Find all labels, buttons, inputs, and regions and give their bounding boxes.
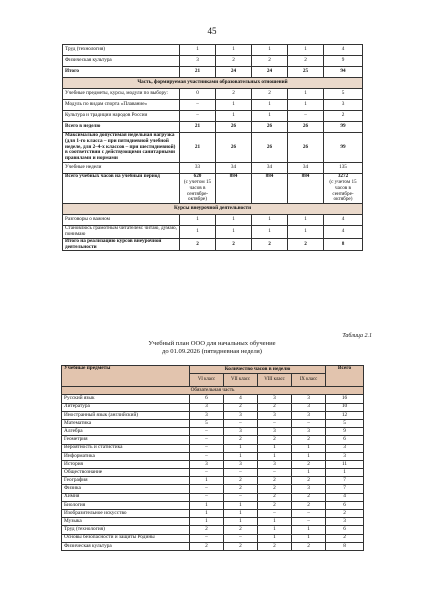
table-row: [63, 215, 363, 226]
cell-value: 2: [252, 56, 288, 67]
table-row: [62, 403, 364, 411]
cell-value: 1: [224, 501, 258, 509]
cell-value: –: [190, 493, 224, 501]
cell-value: 2: [292, 501, 326, 509]
cell-value: 4: [326, 493, 364, 501]
row-label: Обществознание: [62, 469, 190, 477]
cell-value: 3: [258, 428, 292, 436]
cell-value: –: [224, 493, 258, 501]
cell-value: 1: [180, 226, 216, 239]
cell-value: 99: [324, 122, 363, 133]
table-row: [63, 56, 363, 67]
table-row: [63, 226, 363, 239]
cell-value: 3: [326, 518, 364, 526]
row-label: Культура и традиции народов России: [63, 111, 180, 122]
table-row: [62, 419, 364, 427]
table-row: [62, 542, 364, 550]
table-row: [62, 395, 364, 403]
cell-value: 94: [324, 67, 363, 78]
cell-value: 1: [224, 518, 258, 526]
cell-value: 3: [224, 428, 258, 436]
cell-value: 2: [258, 403, 292, 411]
weeks-row: Учебные недели 33 34 34 34 135: [63, 163, 363, 174]
cell-value: 5: [190, 419, 224, 427]
row-label: Литература: [62, 403, 190, 411]
cell-value: 1: [292, 534, 326, 542]
cell-value: 1: [180, 215, 216, 226]
cell-value: 1: [288, 100, 324, 111]
cell-value: 2: [190, 526, 224, 534]
cell-value: 1: [292, 452, 326, 460]
cell-value: 2: [258, 501, 292, 509]
cell-value: 4: [324, 215, 363, 226]
cell-value: 26: [252, 122, 288, 133]
table-row: [63, 67, 363, 78]
cell-value: 2: [190, 542, 224, 550]
cell-value: 2: [224, 526, 258, 534]
cell-value: 5: [326, 419, 364, 427]
cell-value: –: [224, 534, 258, 542]
cell-value: 2: [180, 238, 216, 251]
header-subjects: Учебные предметы: [62, 366, 190, 387]
cell-value: 2: [252, 89, 288, 100]
table-row: [62, 469, 364, 477]
cell-value: 2: [216, 238, 252, 251]
cell-value: 21: [180, 122, 216, 133]
cell-value: 1: [216, 226, 252, 239]
cell-value: 3: [324, 100, 363, 111]
cell-value: 3: [326, 452, 364, 460]
cell-value: 3: [258, 460, 292, 468]
cell-value: 1: [224, 452, 258, 460]
cell-value: 1: [216, 100, 252, 111]
header-hours: Количество часов в неделю: [190, 366, 326, 374]
cell-value: 10: [326, 403, 364, 411]
table-header-row: [62, 366, 364, 374]
row-label: Модуль по видам спорта «Плавание»: [63, 100, 180, 111]
cell-value: 3: [190, 403, 224, 411]
table-row: [62, 460, 364, 468]
cell-value: 1: [258, 444, 292, 452]
row-label: История: [62, 460, 190, 468]
cell-value: 2: [292, 436, 326, 444]
cell-value: 7: [326, 477, 364, 485]
cell-value: 2: [216, 56, 252, 67]
cell-value: 8: [324, 238, 363, 251]
cell-value: 1: [292, 444, 326, 452]
cell-value: 24: [252, 67, 288, 78]
row-label: Основы безопасности и защиты Родины: [62, 534, 190, 542]
row-label: Биология: [62, 501, 190, 509]
cell-value: –: [224, 419, 258, 427]
cell-value: 9: [326, 428, 364, 436]
table-caption: Учебный план ООО для начальных обучение до 01.09.2026 (пятидневная неделя): [148, 340, 276, 355]
row-label: Физика: [62, 485, 190, 493]
header-grade: VI класс: [190, 374, 224, 387]
cell-value: 1: [252, 100, 288, 111]
cell-value: 3: [258, 395, 292, 403]
cell-value: –: [190, 444, 224, 452]
cell-value: 2: [216, 89, 252, 100]
cell-value: 7: [326, 485, 364, 493]
cell-value: 2: [258, 493, 292, 501]
cell-value: –: [292, 510, 326, 518]
table-row: [63, 238, 363, 251]
cell-value: –: [288, 111, 324, 122]
cell-value: –: [190, 485, 224, 493]
cell-value: –: [180, 111, 216, 122]
table-row: [62, 411, 364, 419]
cell-value: –: [190, 428, 224, 436]
cell-value: –: [258, 510, 292, 518]
table-row: [62, 510, 364, 518]
cell-value: 3: [180, 56, 216, 67]
cell-value: 1: [190, 518, 224, 526]
cell-value: 1: [258, 534, 292, 542]
row-label: Русский язык: [62, 395, 190, 403]
cell-value: –: [190, 469, 224, 477]
cell-value: 1: [224, 444, 258, 452]
cell-value: 2: [224, 403, 258, 411]
table-row: [63, 100, 363, 111]
cell-value: 4: [324, 45, 363, 56]
cell-value: –: [190, 452, 224, 460]
cell-value: 1: [252, 215, 288, 226]
cell-value: 2: [258, 436, 292, 444]
cell-value: 5: [324, 89, 363, 100]
cell-value: 6: [326, 436, 364, 444]
cell-value: –: [258, 419, 292, 427]
table-row: [62, 428, 364, 436]
cell-value: 1: [288, 45, 324, 56]
table-row: [63, 122, 363, 133]
row-label: Учебные предметы, курсы, модули по выбору:: [63, 89, 180, 100]
cell-value: 26: [216, 122, 252, 133]
cell-value: 2: [224, 436, 258, 444]
cell-value: 26: [288, 122, 324, 133]
table-row: [62, 444, 364, 452]
row-label: Физическая культура: [62, 542, 190, 550]
header-grade: VII класс: [224, 374, 258, 387]
row-label: Всего в неделю: [63, 122, 180, 133]
cell-value: –: [292, 419, 326, 427]
row-label: Вероятность и статистика: [62, 444, 190, 452]
row-label: Физическая культура: [63, 56, 180, 67]
table-number: Таблица 2.1: [342, 333, 372, 339]
row-label: Музыка: [62, 518, 190, 526]
cell-value: 3: [258, 411, 292, 419]
cell-value: 1: [190, 501, 224, 509]
cell-value: 2: [224, 485, 258, 493]
cell-value: 1: [224, 510, 258, 518]
cell-value: 1: [258, 526, 292, 534]
cell-value: 3: [224, 460, 258, 468]
cell-value: 9: [324, 56, 363, 67]
cell-value: 1: [292, 469, 326, 477]
row-label: Химия: [62, 493, 190, 501]
cell-value: 1: [288, 215, 324, 226]
cell-value: 1: [292, 526, 326, 534]
cell-value: 2: [258, 477, 292, 485]
table-row: [62, 526, 364, 534]
cell-value: 2: [326, 534, 364, 542]
cell-value: 1: [216, 45, 252, 56]
cell-value: 1: [258, 452, 292, 460]
cell-value: 1: [288, 89, 324, 100]
cell-value: 8: [326, 542, 364, 550]
table-row: [62, 501, 364, 509]
cell-value: 1: [180, 45, 216, 56]
cell-value: 2: [288, 238, 324, 251]
page-number: 45: [207, 26, 217, 36]
table-row: [63, 45, 363, 56]
table-row: [62, 485, 364, 493]
cell-value: 2: [292, 542, 326, 550]
cell-value: 1: [326, 469, 364, 477]
cell-value: 1: [190, 510, 224, 518]
cell-value: 6: [326, 526, 364, 534]
cell-value: 1: [258, 518, 292, 526]
table-row: [62, 477, 364, 485]
cell-value: 3: [224, 411, 258, 419]
cell-value: 2: [292, 477, 326, 485]
header-grade: IX класс: [292, 374, 326, 387]
cell-value: 25: [288, 67, 324, 78]
table-row: [62, 493, 364, 501]
cell-value: –: [292, 518, 326, 526]
cell-value: 3: [292, 485, 326, 493]
row-label: Иностранный язык (английский): [62, 411, 190, 419]
header-grade: VIII класс: [258, 374, 292, 387]
cell-value: 2: [252, 238, 288, 251]
row-label: Труд (технология): [62, 526, 190, 534]
cell-value: –: [180, 100, 216, 111]
cell-value: 1: [190, 477, 224, 485]
cell-value: 1: [252, 226, 288, 239]
cell-value: 0: [180, 89, 216, 100]
cell-value: 2: [326, 510, 364, 518]
row-label: География: [62, 477, 190, 485]
cell-value: 2: [292, 460, 326, 468]
cell-value: 2: [224, 477, 258, 485]
cell-value: 24: [216, 67, 252, 78]
table-row: [62, 436, 364, 444]
table-row: [62, 518, 364, 526]
cell-value: 2: [288, 56, 324, 67]
cell-value: 6: [190, 395, 224, 403]
cell-value: 16: [326, 395, 364, 403]
cell-value: 3: [326, 444, 364, 452]
section-row: Часть, формируемая участниками образовательных отношений: [63, 78, 363, 89]
cell-value: 1: [252, 45, 288, 56]
total-hours-row: Всего учебных часов на учебный период 620 (с учетом 15 часов в сентябре-октябре) 884 884 884 3272 (с учетом 15 часов в сентябре-октябре): [63, 174, 363, 204]
table-row: [62, 452, 364, 460]
cell-value: 1: [216, 215, 252, 226]
row-label: Изобразительное искусство: [62, 510, 190, 518]
cell-value: 3: [292, 403, 326, 411]
table-row: [63, 111, 363, 122]
row-label: Информатика: [62, 452, 190, 460]
cell-value: 3: [190, 411, 224, 419]
curriculum-table-ooo: [61, 365, 364, 551]
header-total: Всего: [326, 366, 364, 387]
cell-value: 3: [292, 395, 326, 403]
cell-value: 6: [326, 501, 364, 509]
cell-value: –: [190, 436, 224, 444]
cell-value: 1: [216, 111, 252, 122]
cell-value: 2: [258, 542, 292, 550]
cell-value: 1: [288, 226, 324, 239]
table-row: [63, 89, 363, 100]
cell-value: 2: [324, 111, 363, 122]
cell-value: 4: [324, 226, 363, 239]
row-label: Итого: [63, 67, 180, 78]
max-load-row: Максимально допустимая недельная нагрузка (для 1-го класса – при пятидневной учебной неделе, для 2–4-х классов – при шестидневной) в соответствии с действующими санитарными правилами и нормами 21 26 26 26 99: [63, 133, 363, 163]
section-row: Курсы внеурочной деятельности: [63, 204, 363, 215]
cell-value: 2: [258, 485, 292, 493]
cell-value: 2: [292, 493, 326, 501]
row-label: Итого на реализацию курсов внеурочной деятельности: [63, 238, 180, 251]
row-label: Геометрия: [62, 436, 190, 444]
row-label: Алгебра: [62, 428, 190, 436]
cell-value: –: [190, 534, 224, 542]
row-label: Становлюсь грамотным читателем: читаю, думаю, понимаю: [63, 226, 180, 239]
cell-value: –: [258, 469, 292, 477]
table-row: [62, 534, 364, 542]
cell-value: 21: [180, 67, 216, 78]
cell-value: 4: [224, 395, 258, 403]
curriculum-table-continued: [62, 44, 363, 251]
cell-value: 3: [292, 428, 326, 436]
cell-value: 12: [326, 411, 364, 419]
section-row: Обязательная часть: [62, 387, 364, 395]
cell-value: 2: [224, 542, 258, 550]
cell-value: –: [224, 469, 258, 477]
row-label: Труд (технология): [63, 45, 180, 56]
cell-value: 3: [292, 411, 326, 419]
cell-value: 3: [190, 460, 224, 468]
row-label: Разговоры о важном: [63, 215, 180, 226]
cell-value: 1: [252, 111, 288, 122]
row-label: Математика: [62, 419, 190, 427]
cell-value: 11: [326, 460, 364, 468]
